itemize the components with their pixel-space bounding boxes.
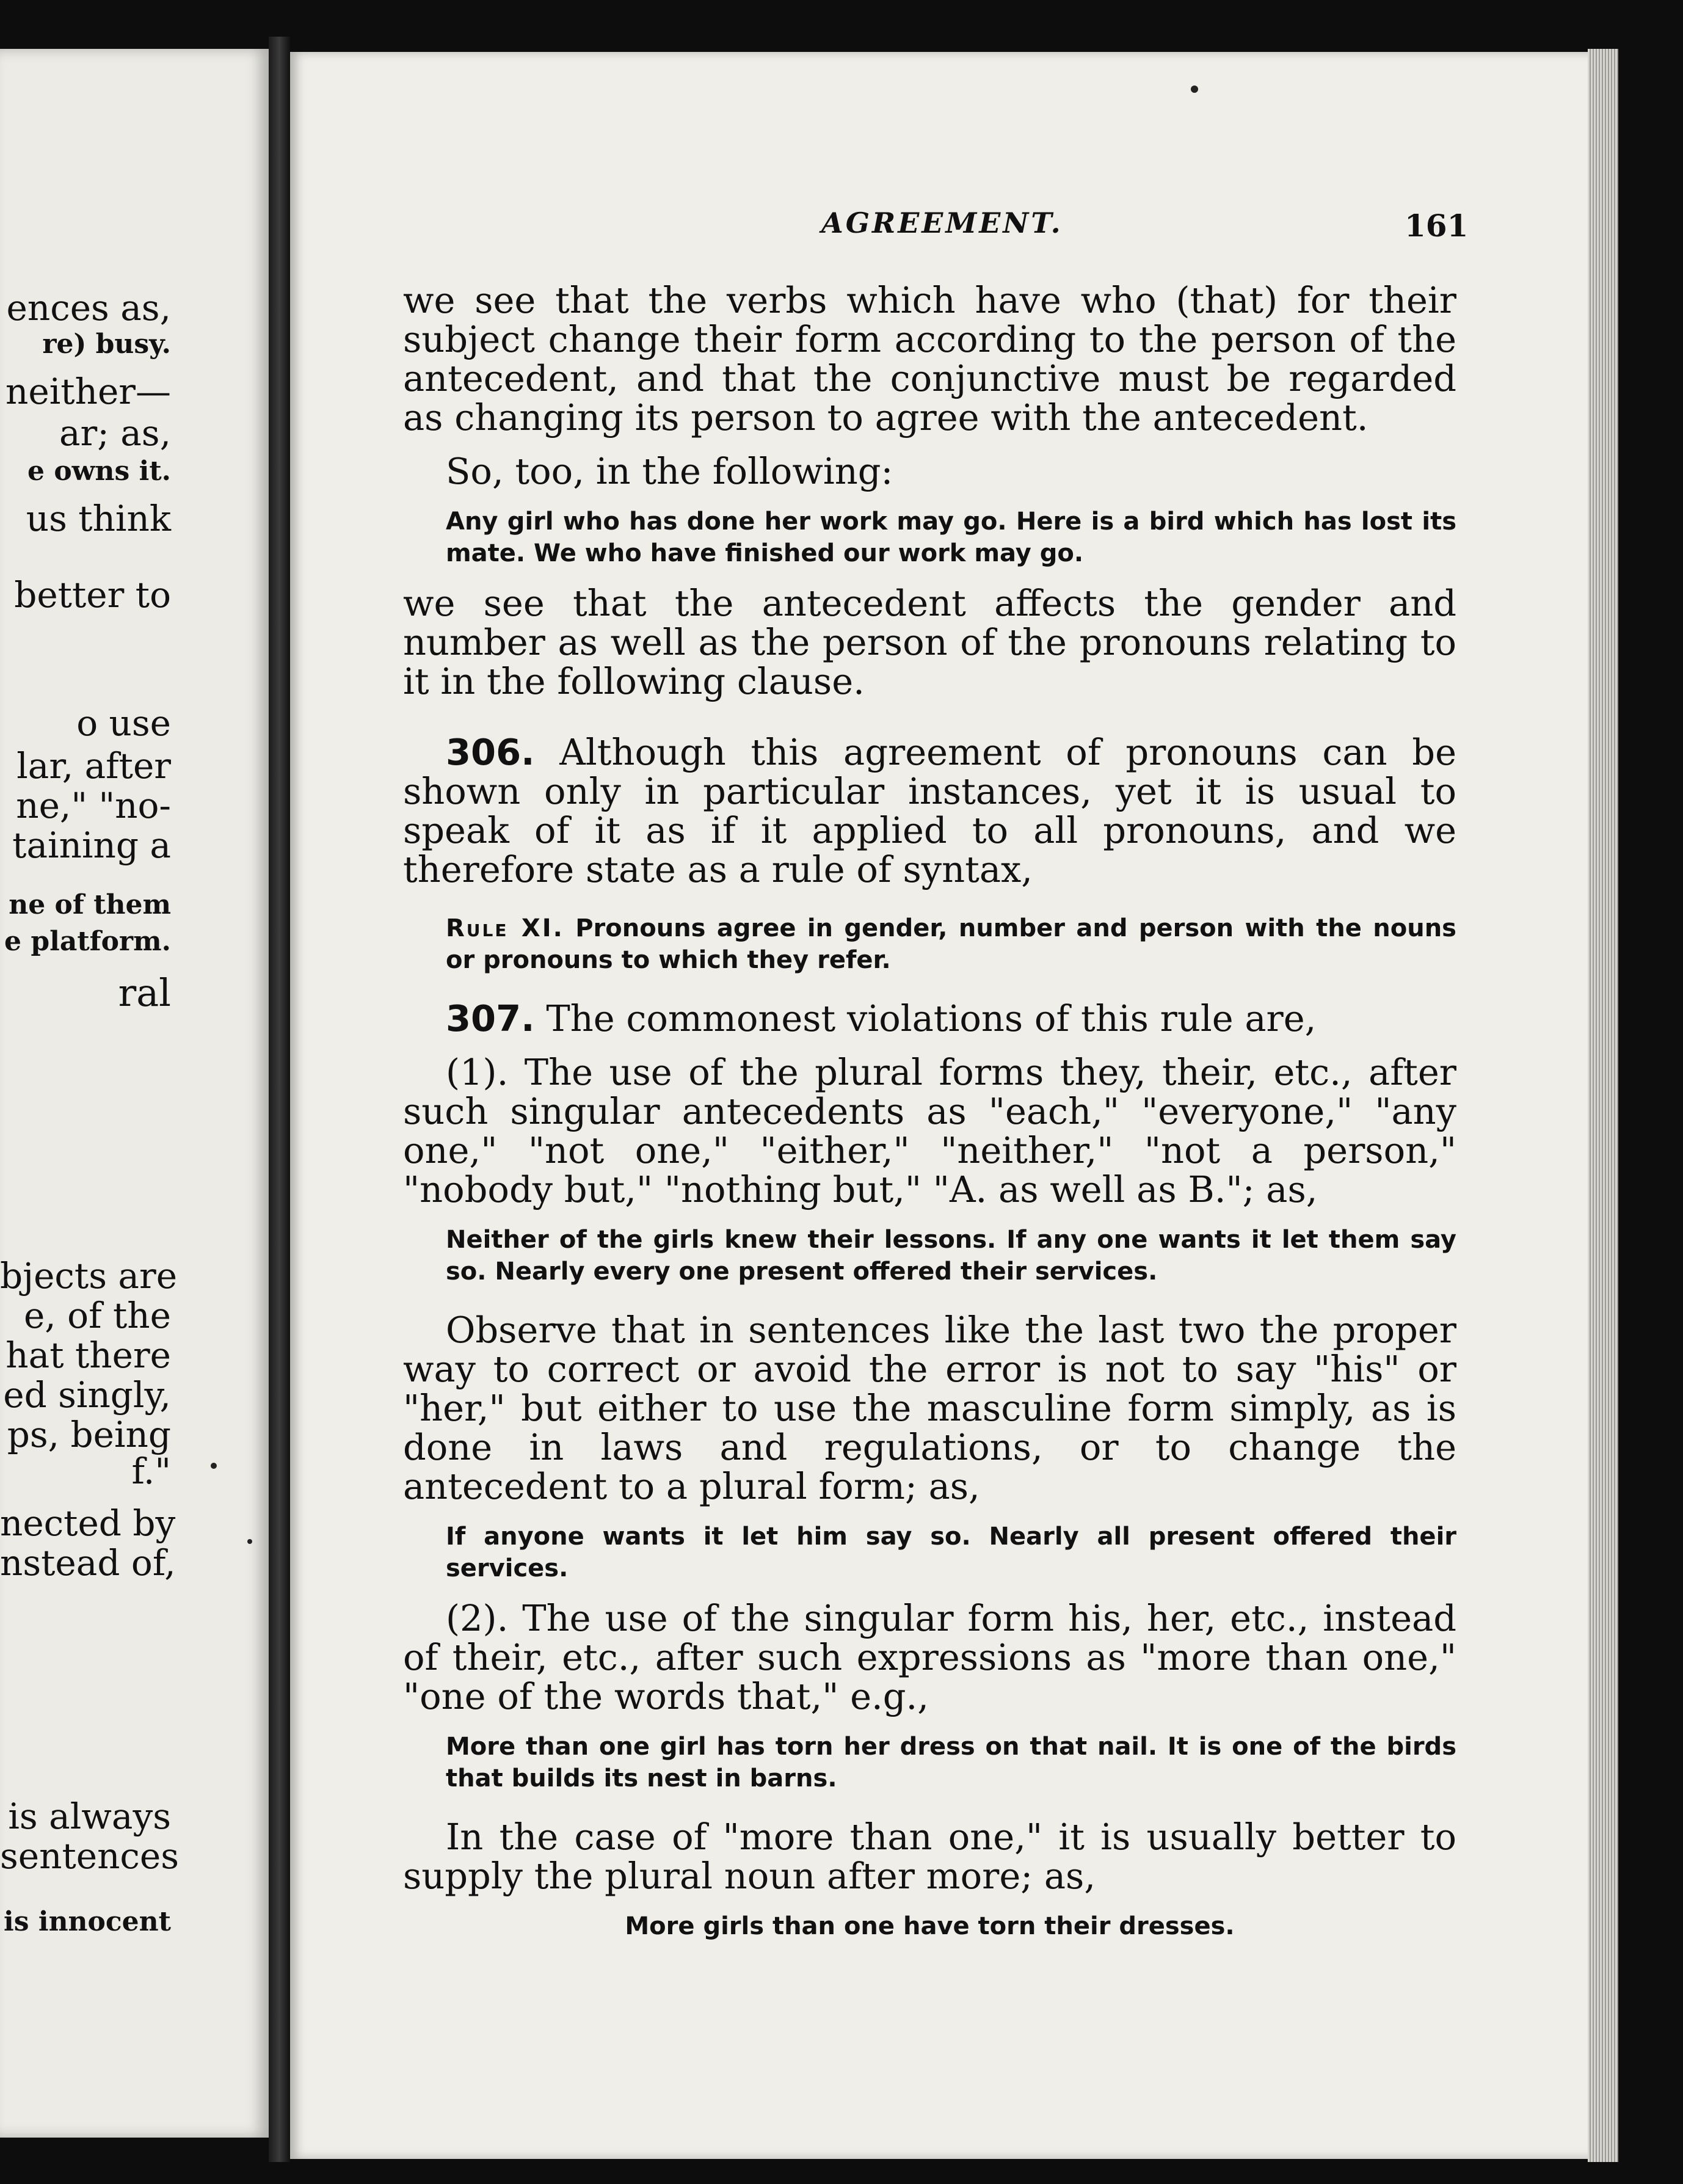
left-page-line: ences as, [6,287,171,329]
section-306 [403,733,1456,889]
left-page-line: hat there [5,1334,171,1376]
left-page-line: better to [14,574,171,616]
list-item-1 [403,1053,1456,1209]
section-number: 306. [446,731,535,773]
left-page-line: nected by [0,1502,176,1544]
left-page-line: o use [76,702,171,744]
left-page-line: re) busy. [42,329,171,360]
list-item-text: The use of the singular form his, her, etc., instead of their, etc., after such expressions as "more than one," "one of the words that," e.g., [403,1597,1456,1717]
paragraph: we see that the antecedent affects the gender and number as well as the person of the pronouns relating to it in the following clause. [403,582,1456,702]
left-page-line: ne of them [9,889,171,920]
example-sentences: More girls than one have torn their dresses. [625,1912,1235,1940]
list-item-2 [403,1599,1456,1716]
ink-speck [211,1463,217,1469]
list-item-number: (1). [446,1051,509,1093]
paragraph: Observe that in sentences like the last two the proper way to correct or avoid the error is not to say "his" or "her," but either to use the masculine form simply, as is done in laws and regulations, or to change the antecedent to a plural form; as, [403,1309,1456,1507]
section-307 [403,999,1456,1038]
list-item-text: The use of the plural forms they, their, etc., after such singular antecedents as "each," "everyone," "any one," "not one," "either," "neither," "not a person," "nobody but," "nothing but," "A. as well as B."; as, [403,1051,1456,1210]
left-page-line: is always [8,1796,171,1837]
left-page-line: is innocent [4,1906,171,1937]
left-page-line: e, of the [23,1295,171,1336]
example-sentences: If anyone wants it let him say so. Nearly all present offered their services. [446,1523,1456,1582]
left-page-line: ed singly, [3,1374,171,1416]
section-number: 307. [446,997,535,1039]
page-body [403,202,1456,1942]
left-page-line: e owns it. [27,456,171,487]
rule-text: Pronouns agree in gender, number and person with the nouns or pronouns to which they refer. [446,914,1456,974]
section-text: The commonest violations of this rule are, [546,997,1317,1039]
list-item-number: (2). [446,1597,509,1639]
left-page-line: ar; as, [59,412,171,454]
rule-label: Rule XI. [446,914,564,942]
left-page-line: us think [26,498,171,539]
left-page-line: nstead of, [0,1542,176,1584]
book-gutter [269,37,290,2162]
left-page-line: ps, being [7,1414,171,1455]
page-edge [1588,49,1618,2162]
example-sentences: More than one girl has torn her dress on that nail. It is one of the birds that builds its nest in barns. [446,1733,1456,1793]
left-page-line: e platform. [4,926,171,957]
ink-speck [1191,86,1198,93]
section-text: Although this agreement of pronouns can be shown only in particular instances, yet it is usual to speak of it as if it applied to all pronouns, and we therefore state as a rule of syntax, [403,731,1456,890]
paragraph: In the case of "more than one," it is usually better to supply the plural noun after more; as, [403,1816,1456,1897]
page-number: 161 [1405,208,1469,244]
paragraph: we see that the verbs which have who (that) for their subject change their form according to the person of the antecedent, and that the conjunctive must be regarded as changing its person to agree with the antecedent. [403,279,1456,439]
left-page-line: ral [118,970,171,1015]
ink-speck [247,1539,252,1544]
left-page-line: f." [131,1451,171,1492]
example-sentences: Any girl who has done her work may go. Here is a bird which has lost its mate. We who have finished our work may go. [446,508,1456,567]
left-page [0,49,269,2138]
left-page-line: neither— [5,371,171,412]
left-page-line: taining a [12,824,171,866]
running-header: AGREEMENT. [821,206,1063,239]
left-page-line: lar, after [16,745,171,787]
left-page-line: sentences [0,1835,180,1877]
paragraph: So, too, in the following: [446,450,893,492]
example-sentences: Neither of the girls knew their lessons. If any one wants it let them say so. Nearly every one present offered their services. [446,1226,1456,1286]
rule-statement [403,912,1456,976]
left-page-line: ne," "no- [16,785,171,826]
left-page-line: bjects are [0,1255,178,1297]
